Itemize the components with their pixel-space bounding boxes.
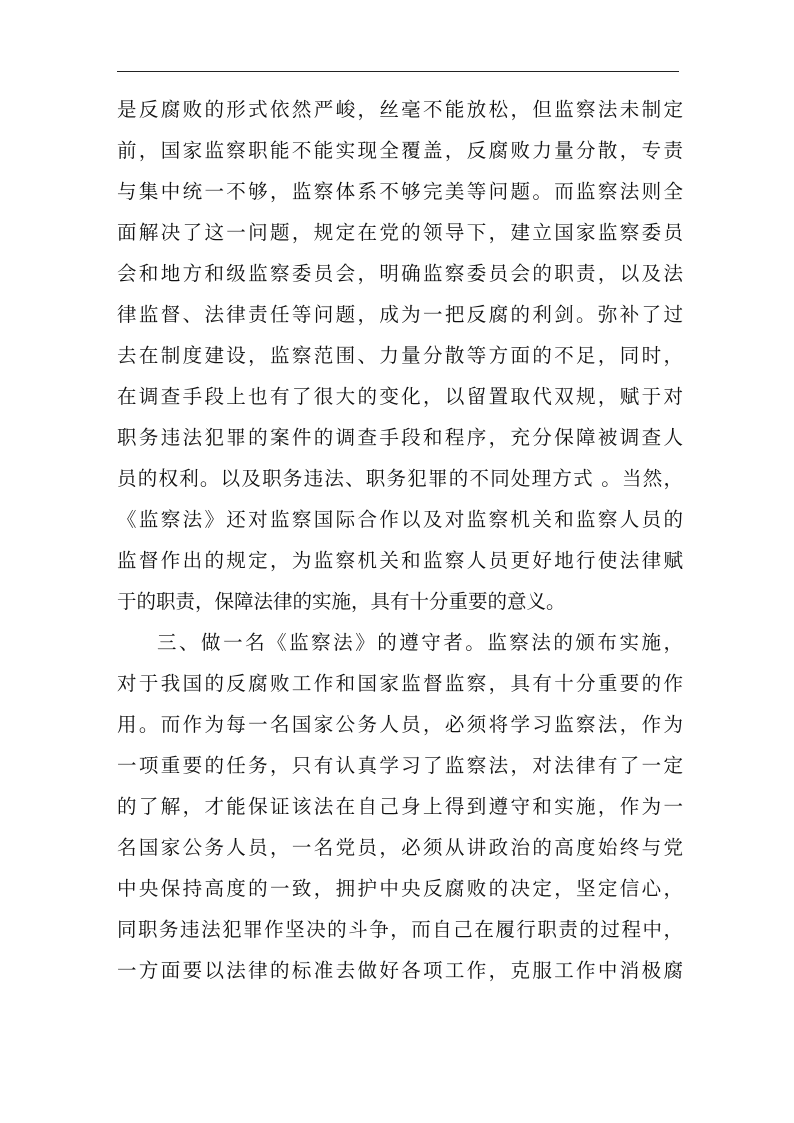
text-line: 员的权利。以及职务违法、职务犯罪的不同处理方式 。当然， [117,467,683,490]
text-line: 前，国家监察职能不能实现全覆盖，反腐败力量分散，专责 [117,139,683,162]
text-line: 名国家公务人员，一名党员，必须从讲政治的高度始终与党 [117,836,683,859]
text-line: 职务违法犯罪的案件的调查手段和程序，充分保障被调查人 [117,426,683,449]
body-text [117,89,683,991]
text-line: 一方面要以法律的标准去做好各项工作，克服工作中消极腐 [117,959,683,982]
text-line: 监督作出的规定，为监察机关和监察人员更好地行使法律赋 [117,549,683,572]
text-line: 去在制度建设，监察范围、力量分散等方面的不足，同时， [117,344,683,367]
text-line: 《监察法》还对监察国际合作以及对监察机关和监察人员的 [117,508,683,531]
text-line: 在调查手段上也有了很大的变化，以留置取代双规，赋于对 [117,385,683,408]
text-line: 一项重要的任务，只有认真学习了监察法，对法律有了一定 [117,754,683,777]
text-line: 律监督、法律责任等问题，成为一把反腐的利剑。弥补了过 [117,303,683,326]
text-line: 于的职责，保障法律的实施，具有十分重要的意义。 [117,590,566,613]
text-line: 同职务违法犯罪作坚决的斗争，而自己在履行职责的过程中， [117,918,683,941]
text-line: 面解决了这一问题，规定在党的领导下，建立国家监察委员 [117,221,683,244]
text-line: 中央保持高度的一致，拥护中央反腐败的决定，坚定信心， [117,877,683,900]
text-line: 会和地方和级监察委员会，明确监察委员会的职责，以及法 [117,262,683,285]
text-line: 对于我国的反腐败工作和国家监督监察，具有十分重要的作 [117,672,683,695]
text-line: 三、做一名《监察法》的遵守者。监察法的颁布实施， [157,631,683,654]
text-line: 的了解，才能保证该法在自己身上得到遵守和实施，作为一 [117,795,683,818]
header-rule [117,71,679,72]
text-line: 用。而作为每一名国家公务人员，必须将学习监察法，作为 [117,713,683,736]
text-line: 是反腐败的形式依然严峻，丝毫不能放松，但监察法未制定 [117,98,683,121]
text-line: 与集中统一不够，监察体系不够完美等问题。而监察法则全 [117,180,683,203]
